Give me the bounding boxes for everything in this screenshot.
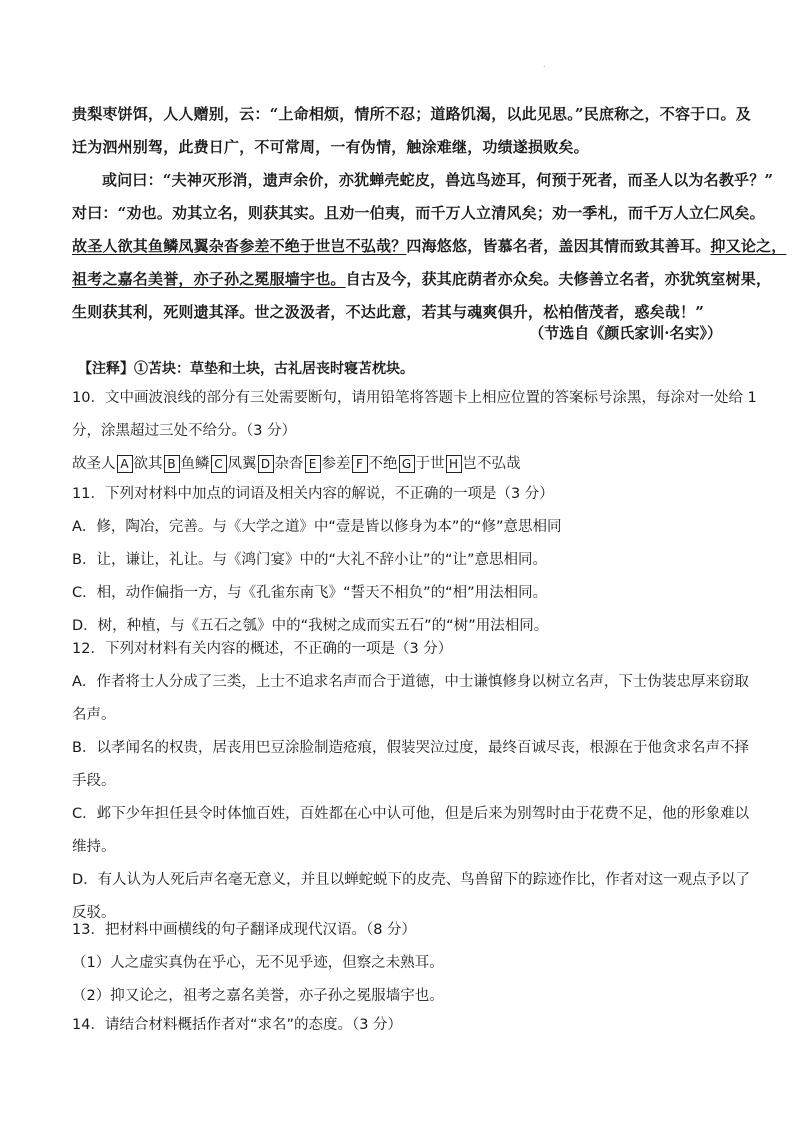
option-c-cont: 维持。 — [72, 839, 116, 855]
passage-line: 贵梨枣饼饵，人人赠别，云：“上命相烦，情所不忍；道路饥渴，以此见思。”民庶称之，不容于口。及 — [72, 105, 751, 123]
break-option-d[interactable]: D — [258, 455, 274, 473]
question-stem: 13．把材料中画横线的句子翻译成现代汉语。（8 分） — [72, 922, 417, 938]
passage-line: 对曰：“劝也。劝其立名，则获其实。且劝一伯夷，而千万人立清风矣；劝一季札，而千万人立仁风矣。 — [72, 204, 765, 222]
option-b-cont: 手段。 — [72, 773, 116, 789]
question-11 — [72, 484, 742, 636]
option-d: D．有人认为人死后声名毫无意义，并且以蝉蛇蜕下的皮壳、鸟兽留下的踪迹作比，作者对这一观点予以了 — [72, 872, 751, 888]
scan-mark: ˙ — [542, 66, 547, 76]
passage-line: 故圣人欲其鱼鳞凤翼杂沓参差不绝于世岂不弘哉？四海悠悠，皆慕名者，盖因其情而致其善耳。抑又论之， — [72, 237, 787, 255]
break-option-f[interactable]: F — [352, 455, 368, 473]
break-option-a[interactable]: A — [117, 455, 133, 473]
break-option-h[interactable]: H — [446, 455, 462, 473]
passage-line: 迁为泗州别驾，此费日广，不可常周，一有伪情，触涂难继，功绩遂损败矣。 — [72, 138, 589, 156]
question-stem: 分，涂黑超过三处不给分。（3 分） — [72, 423, 297, 439]
passage-line: 祖考之嘉名美誉，亦子孙之冕服墙宇也。自古及今，获其庇荫者亦众矣。夫修善立名者，亦犹筑室树果， — [72, 270, 772, 288]
option-d: D．树，种植，与《五石之瓠》中的“我树之成而实五石”的“树”用法相同。 — [72, 618, 549, 634]
question-12 — [72, 639, 751, 923]
passage-paragraph-1 — [72, 98, 751, 164]
question-stem: 14．请结合材料概括作者对“求名”的态度。（3 分） — [72, 1017, 403, 1033]
option-b: B．以孝闻名的权贵，居丧用巴豆涂脸制造疮痕，假装哭泣过度，最终百诚尽丧，根源在于他贪求名声不择 — [72, 740, 749, 756]
break-option-g[interactable]: G — [399, 455, 415, 473]
passage-source: （节选自《颜氏家训·名实》） — [529, 324, 722, 342]
passage-paragraph-2 — [72, 164, 787, 329]
passage-line: 生则获其利，死则遗其泽。世之汲汲者，不达此意，若其与魂爽俱升，松柏偕茂者，惑矣哉！” — [72, 303, 705, 321]
question-stem: 11．下列对材料中加点的词语及相关内容的解说，不正确的一项是（3 分） — [72, 486, 554, 502]
passage-line: 或问曰：“夫神灭形消，遗声余价，亦犹蝉壳蛇皮，兽迒鸟迹耳，何预于死者，而圣人以为名教乎？” — [102, 171, 774, 189]
question-14 — [72, 1015, 742, 1035]
underlined-sentence: 抑又论之， — [710, 237, 787, 255]
question-stem: 12．下列对材料有关内容的概述，不正确的一项是（3 分） — [72, 641, 453, 657]
option-a-cont: 名声。 — [72, 707, 116, 723]
option-a: A．修，陶冶，完善。与《大学之道》中“壹是皆以修身为本”的“修”意思相同 — [72, 519, 562, 535]
break-option-e[interactable]: E — [305, 455, 321, 473]
sentence-break-options: 故圣人 A 欲其 B 鱼鳞 C 凤翼 D 杂沓 E 参差 F 不绝 G 于世 H 岂不弘哉 — [72, 456, 521, 472]
break-option-c[interactable]: C — [211, 455, 227, 473]
option-c: C．相，动作偏指一方，与《孔雀东南飞》“誓天不相负”的“相”用法相同。 — [72, 585, 548, 601]
option-d-cont: 反驳。 — [72, 905, 116, 921]
translate-sentence-2: （2）抑又论之，祖考之嘉名美誉，亦子孙之冕服墙宇也。 — [72, 988, 444, 1004]
question-13 — [72, 920, 742, 1006]
break-option-b[interactable]: B — [164, 455, 180, 473]
wavy-line-sentence: 故圣人欲其鱼鳞凤翼杂沓参差不绝于世岂不弘哉？ — [72, 237, 407, 255]
passage-note: 【注释】①苫块：草垫和土块，古礼居丧时寝苫枕块。 — [78, 361, 414, 377]
underlined-sentence: 祖考之嘉名美誉，亦子孙之冕服墙宇也。 — [72, 270, 346, 288]
option-b: B．让，谦让，礼让。与《鸿门宴》中的“大礼不辞小让”的“让”意思相同。 — [72, 552, 547, 568]
option-c: C．邺下少年担任县令时体恤百姓，百姓都在心中认可他，但是后来为别驾时由于花费不足，他的形象难以 — [72, 806, 750, 822]
option-a: A．作者将士人分成了三类，上士不追求名声而合于道德，中士谦慎修身以树立名声，下士伪装忠厚来窃取 — [72, 674, 749, 690]
translate-sentence-1: （1）人之虚实真伪在乎心，无不见乎迹，但察之未熟耳。 — [72, 955, 444, 971]
question-10 — [72, 388, 757, 474]
question-stem: 10．文中画波浪线的部分有三处需要断句，请用铅笔将答题卡上相应位置的答案标号涂黑，每涂对一处给 1 — [72, 390, 757, 406]
